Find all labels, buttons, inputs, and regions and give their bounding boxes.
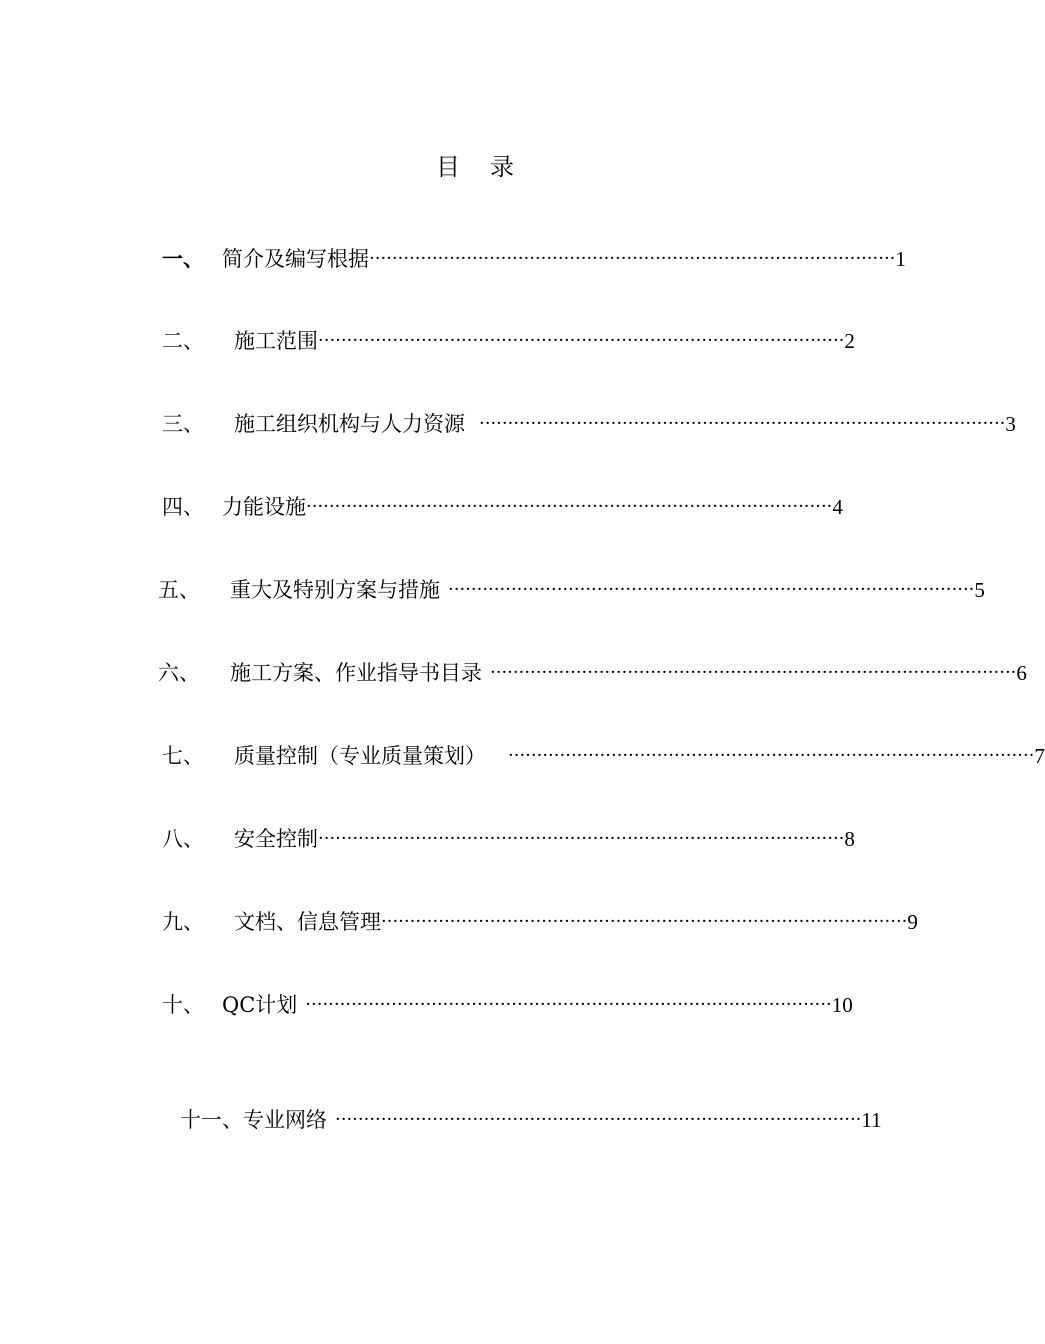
toc-entry-title: QC计划 [222, 993, 298, 1017]
toc-entry-page: 11 [861, 1108, 882, 1132]
toc-entry-number: 七、 [162, 744, 204, 768]
toc-entry-page: 2 [844, 329, 855, 353]
toc-entry-page: 4 [832, 495, 843, 519]
toc-entry-title: 施工组织机构与人力资源 [234, 412, 465, 436]
toc-entry-1[interactable] [162, 242, 906, 276]
toc-entry-title: 施工方案、作业指导书目录 [230, 661, 482, 685]
toc-entry-number: 五、 [158, 578, 200, 602]
toc-dot-leader: ···························································································· [306, 496, 833, 517]
toc-heading [0, 150, 950, 184]
toc-entry-3[interactable] [162, 407, 1016, 441]
toc-dot-leader: ···························································································· [305, 994, 832, 1015]
toc-entry-10[interactable] [162, 988, 853, 1022]
toc-entry-4[interactable] [162, 490, 843, 524]
toc-dot-leader: ···························································································· [448, 579, 975, 600]
toc-entry-number: 四、 [162, 495, 204, 519]
toc-entry-title: 质量控制（专业质量策划） [234, 744, 486, 768]
toc-entry-page: 5 [974, 578, 985, 602]
toc-dot-leader: ···························································································· [381, 911, 908, 932]
toc-dot-leader: ···························································································· [369, 248, 896, 269]
toc-entry-number: 一、 [162, 246, 204, 271]
toc-heading-part1: 目 [436, 153, 460, 181]
toc-dot-leader: ···························································································· [479, 413, 1006, 434]
toc-entry-7[interactable] [162, 739, 1045, 773]
toc-dot-leader: ···························································································· [335, 1109, 862, 1130]
toc-entry-title: 文档、信息管理 [234, 910, 381, 934]
toc-entry-page: 8 [844, 827, 855, 851]
toc-entry-5[interactable] [158, 573, 985, 607]
toc-entry-number: 八、 [162, 827, 204, 851]
toc-entry-number: 三、 [162, 412, 204, 436]
toc-entry-page: 7 [1034, 744, 1045, 768]
toc-entry-page: 9 [907, 910, 918, 934]
toc-entry-number: 六、 [158, 661, 200, 685]
toc-entry-page: 6 [1016, 661, 1027, 685]
toc-dot-leader: ···························································································· [490, 662, 1017, 683]
toc-entry-page: 3 [1005, 412, 1016, 436]
toc-entry-number: 二、 [162, 329, 204, 353]
toc-entry-page: 1 [895, 247, 906, 271]
toc-entry-2[interactable] [162, 324, 855, 358]
toc-entry-title: 安全控制 [234, 827, 318, 851]
toc-dot-leader: ···························································································· [318, 330, 845, 351]
toc-entry-number: 十一、 [180, 1108, 243, 1132]
toc-entry-title: 重大及特别方案与措施 [230, 578, 440, 602]
toc-entry-6[interactable] [158, 656, 1027, 690]
toc-entry-number: 九、 [162, 910, 204, 934]
toc-entry-11[interactable] [180, 1103, 882, 1137]
toc-entry-page: 10 [831, 993, 853, 1017]
toc-heading-part2: 录 [490, 153, 514, 181]
toc-entry-8[interactable] [162, 822, 855, 856]
toc-entry-title: 专业网络 [243, 1108, 327, 1132]
toc-dot-leader: ···························································································· [318, 828, 845, 849]
toc-entry-title: 施工范围 [234, 329, 318, 353]
toc-entry-9[interactable] [162, 905, 918, 939]
toc-entry-title: 简介及编写根据 [222, 247, 369, 271]
toc-dot-leader: ···························································································· [508, 745, 1035, 766]
toc-entry-number: 十、 [162, 993, 204, 1017]
toc-entry-title: 力能设施 [222, 495, 306, 519]
